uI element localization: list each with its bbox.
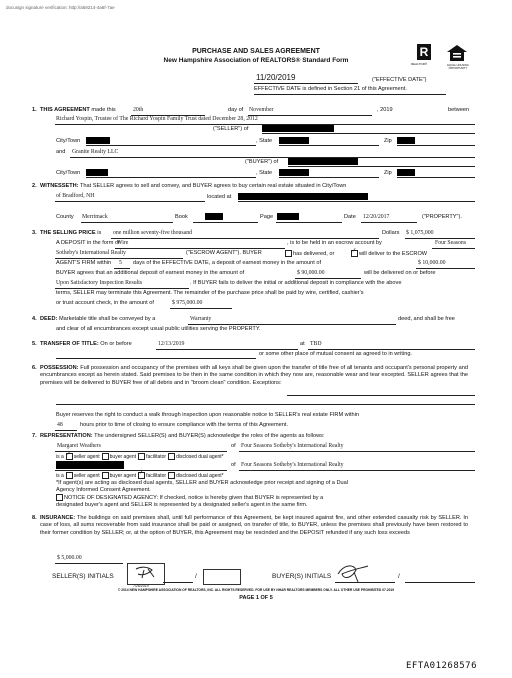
seller-agent-name[interactable]: Margaret Weathers (57, 443, 101, 449)
insurance-paragraph: INSURANCE: The buildings on said premises shall, until full performance of this Agreement, be kept insured against fire, and other extended casualty risk by SELLER. In case of loss, all sums recoverable from said insurance shall be paid or assigned, on transfer of title, to BUYER, unless the premises shall previously have been restored to their former condition by SELLER; or, at the option of BUYER, this Agreement may be rescinded and the DEPOSIT refunded if any such loss exceeds (40, 515, 468, 536)
facilitator-checkbox[interactable] (138, 453, 145, 460)
dollars-label: Dollars (382, 230, 400, 236)
located-label: located at (207, 194, 232, 200)
terms-text: terms, SELLER may terminate this Agreement. The remainder of the purchase price shall be paid by wire, certified, cashier's (56, 290, 364, 296)
buyer-label: ("BUYER") of (245, 159, 279, 165)
copyright-line: © 2014 NEW HAMPSHIRE ASSOCIATION OF REALTORS, INC. ALL RIGHTS RESERVED. FOR USE BY NHAR REALTORS MEMBERS ONLY. ALL OTHER USE PROHIBITED 07.2019 (117, 588, 395, 592)
trust-check-label: or trust account check, in the amount of (56, 300, 154, 306)
price-in-words[interactable]: one million seventy-five thousand (113, 230, 193, 236)
seller-city-label: City/Town (56, 138, 81, 144)
redacted-seller-city (86, 137, 110, 144)
document-title: PURCHASE AND SALES AGREEMENT (192, 48, 320, 55)
will-deliver-checkbox[interactable] (351, 250, 358, 257)
redacted-buyer-city (86, 169, 108, 176)
buyer-state-label: , State (256, 170, 273, 176)
remainder-amount[interactable]: $ 975,000.00 (172, 300, 203, 306)
designated-agency-notice: NOTICE OF DESIGNATED AGENCY: If checked, notice is hereby given that BUYER is represented by a (54, 494, 323, 502)
has-delivered-option[interactable]: has delivered, or (283, 250, 334, 258)
realtor-logo-caption: REALTOR® (411, 62, 428, 66)
delivered-before-label: will be delivered on or before (364, 270, 436, 276)
seller-agent-checkbox-2[interactable] (66, 472, 73, 479)
encumbrances-text: and clear of all encumbrances except usual public utilities serving the PROPERTY. (56, 326, 261, 332)
buyer-agent-checkbox-2[interactable] (102, 472, 109, 479)
effective-date-note: EFFECTIVE DATE is defined in Section 21 of this Agreement. (254, 86, 407, 92)
initials-slash-2: / (398, 573, 400, 580)
designated-agency-checkbox[interactable] (56, 494, 63, 501)
buyer-agent-checkbox[interactable] (102, 453, 109, 460)
page-label: Page (260, 214, 274, 220)
agreement-day[interactable]: 20th (133, 107, 144, 113)
section-2-number: 2. (32, 183, 37, 189)
agent-firm-label: AGENT'S FIRM within (56, 260, 112, 266)
facilitator-checkbox-2[interactable] (138, 472, 145, 479)
escrow-agent-label: ("ESCROW AGENT"). BUYER (186, 250, 262, 256)
seller-label: ("SELLER") of (213, 126, 249, 132)
transfer-place[interactable]: TBD (310, 341, 322, 347)
redacted-buyer-zip (397, 169, 415, 176)
dual-agency-note: *If agent(s) are acting as disclosed dual agents, SELLER and BUYER acknowledge prior receipt and signing of a Dual (56, 480, 348, 486)
property-county[interactable]: Merrimack (82, 214, 108, 220)
between-label: between (448, 107, 470, 113)
section-1-lead: THIS AGREEMENT made this (40, 107, 116, 113)
redacted-buyer-agent (56, 461, 124, 469)
redacted-seller-state (279, 137, 309, 144)
buyer-initials-signature-icon (334, 560, 374, 584)
seller-agent-firm[interactable]: Four Seasons Sotheby's International Realty (241, 443, 344, 449)
section-5-text: TRANSFER OF TITLE: On or before (40, 341, 132, 347)
deed-date[interactable]: 12/20/2017 (363, 214, 390, 220)
buyer-city-label: City/Town (56, 170, 81, 176)
buyer-initials-label: BUYER(S) INITIALS (272, 573, 332, 580)
dual-agent-checkbox[interactable] (168, 453, 175, 460)
walk-through-hours[interactable]: 48 (57, 422, 63, 428)
date-label: Date (344, 214, 356, 220)
equal-housing-caption: EQUAL HOUSING OPPORTUNITY (447, 64, 469, 70)
seller-agent-checkbox[interactable] (66, 453, 73, 460)
possession-paragraph: POSSESSION: Full possession and occupancy of the premises with all keys shall be given upon the transfer of title free of all tenants and occupant's personal property and encumbrances except as herein stated. Said premises to be then in the same condition in which they now are, reasonable wear and tear excepted. SELLER agrees that the premises will be delivered to BUYER free of all debris and in "broom clean" condition. Exceptions: (40, 365, 468, 386)
has-delivered-checkbox[interactable] (285, 250, 292, 257)
dual-agent-checkbox-2[interactable] (168, 472, 175, 479)
escrow-held-label: , is to be held in an escrow account by (287, 240, 382, 246)
seller-initials-mark-icon (128, 564, 164, 584)
redacted-book (205, 213, 223, 220)
additional-deposit-label: BUYER agrees that an additional deposit of earnest money in the amount of (56, 270, 245, 276)
equal-housing-icon (446, 44, 468, 62)
at-label: at (300, 341, 305, 347)
walk-through-text: Buyer reserves the right to conduct a walk through inspection upon reasonable notice to SELLER's real estate FIRM within (56, 412, 359, 418)
section-3-lead: THE SELLING PRICE is (40, 230, 102, 236)
initials-slash: / (195, 573, 197, 580)
mutual-consent-text: or some other place of mutual consent as agreed to in writing. (259, 351, 412, 357)
escrow-firm-line2[interactable]: Sotheby's International Realty (56, 250, 126, 256)
deposit-condition[interactable]: Upon Satisfactory Inspection Results (56, 280, 143, 286)
designated-agency-notice-2: designated buyer's agent and SELLER is represented by a designated seller's agent in the same firm. (56, 502, 308, 508)
agreement-year: , 2019 (377, 107, 393, 113)
deposit-days[interactable]: 5 (119, 260, 122, 266)
seller-zip-label: Zip (384, 138, 392, 144)
escrow-firm[interactable]: Four Seasons (435, 240, 467, 246)
section-8-number: 8. (32, 515, 37, 521)
seller-initials-box-2[interactable] (203, 569, 241, 585)
redacted-seller-address (262, 125, 334, 132)
effective-date-value[interactable]: 11/20/2019 (256, 73, 296, 82)
deposit-fail-text: . If BUYER fails to deliver the initial or additional deposit in compliance with the above (190, 280, 402, 286)
seller-agent-of: of (231, 443, 236, 449)
section-1-number: 1. (32, 107, 37, 113)
section-4-text: DEED: Marketable title shall be conveyed by a (40, 316, 156, 322)
buyer-agent-role: is a seller agent buyer agent✓ facilitator disclosed dual agent* (56, 472, 224, 480)
deed-type[interactable]: Warranty (190, 316, 212, 322)
effective-date-label: ("EFFECTIVE DATE") (372, 77, 427, 83)
section-7-number: 7. (32, 433, 37, 439)
seller-initials-stamp-date: 7/26/2019 (133, 584, 149, 588)
property-town[interactable]: of Bradford, NH (56, 193, 95, 199)
section-3-number: 3. (32, 230, 37, 236)
document-subtitle: New Hampshire Association of REALTORS® Standard Form (163, 57, 349, 64)
will-deliver-option[interactable]: ✓ will deliver to the ESCROW (349, 250, 427, 258)
redacted-page (277, 213, 299, 220)
buyer-agent-of: of (231, 462, 236, 468)
redacted-buyer-state (279, 169, 309, 176)
earnest-amount[interactable]: $ 10,000.00 (418, 260, 446, 266)
buyer-name[interactable]: Granite Realty LLC (72, 149, 119, 155)
and-label: and (56, 149, 66, 155)
price-amount[interactable]: $ 1,075,000 (406, 230, 434, 236)
additional-amount[interactable]: $ 90,000.00 (297, 270, 325, 276)
redacted-seller-zip (397, 137, 415, 144)
buyer-zip-label: Zip (384, 170, 392, 176)
realtor-logo-icon: R (417, 44, 431, 60)
verification-text: docusign signature verification: http://a59214-4a6f-7ae (6, 5, 115, 10)
section-5-number: 5. (32, 341, 37, 347)
insurance-amount[interactable]: $ 5,000.00 (57, 555, 82, 561)
deposit-form[interactable]: Wire (117, 240, 129, 246)
redacted-buyer-address (288, 158, 358, 165)
seller-name[interactable]: Richard Yospin, Trustee of The Richard Yospin Family Trust dated December 28, 2012 (56, 116, 258, 122)
buyer-agent-firm[interactable]: Four Seasons Sotheby's International Realty (241, 462, 344, 468)
page-number: PAGE 1 OF 5 (239, 595, 273, 601)
deed-free-text: deed, and shall be free (398, 316, 455, 322)
county-label: County (56, 214, 74, 220)
book-label: Book (175, 214, 188, 220)
days-text: days of the EFFECTIVE DATE, a deposit of earnest money in the amount of (133, 260, 321, 266)
bates-number: EFTA01268576 (406, 661, 478, 671)
section-7-text: REPRESENTATION: The undersigned SELLER(S) and BUYER(S) acknowledge the roles of the agents as follows: (40, 433, 325, 439)
section-4-number: 4. (32, 316, 37, 322)
dual-agency-note-2: Agency Informed Consent Agreement. (56, 487, 151, 493)
agreement-month[interactable]: November (249, 107, 274, 113)
seller-initials-box[interactable] (127, 563, 165, 585)
day-of-label: day of (228, 107, 244, 113)
seller-initials-label: SELLER(S) INITIALS (52, 573, 114, 580)
walk-through-hours-text: hours prior to time of closing to ensure compliance with the terms of this Agreement. (80, 422, 288, 428)
property-label: ("PROPERTY"). (422, 214, 462, 220)
deposit-form-label: A DEPOSIT in the form of (56, 240, 120, 246)
seller-state-label: , State (256, 138, 273, 144)
section-2-text: WITNESSETH: That SELLER agrees to sell and convey, and BUYER agrees to buy certain real estate situated in City/Town (40, 183, 347, 189)
transfer-date[interactable]: 12/13/2019 (158, 341, 185, 347)
seller-agent-role: is a✓ seller agent buyer agent facilitator disclosed dual agent* (56, 453, 224, 461)
section-6-number: 6. (32, 365, 37, 371)
redacted-property-address (238, 193, 368, 200)
